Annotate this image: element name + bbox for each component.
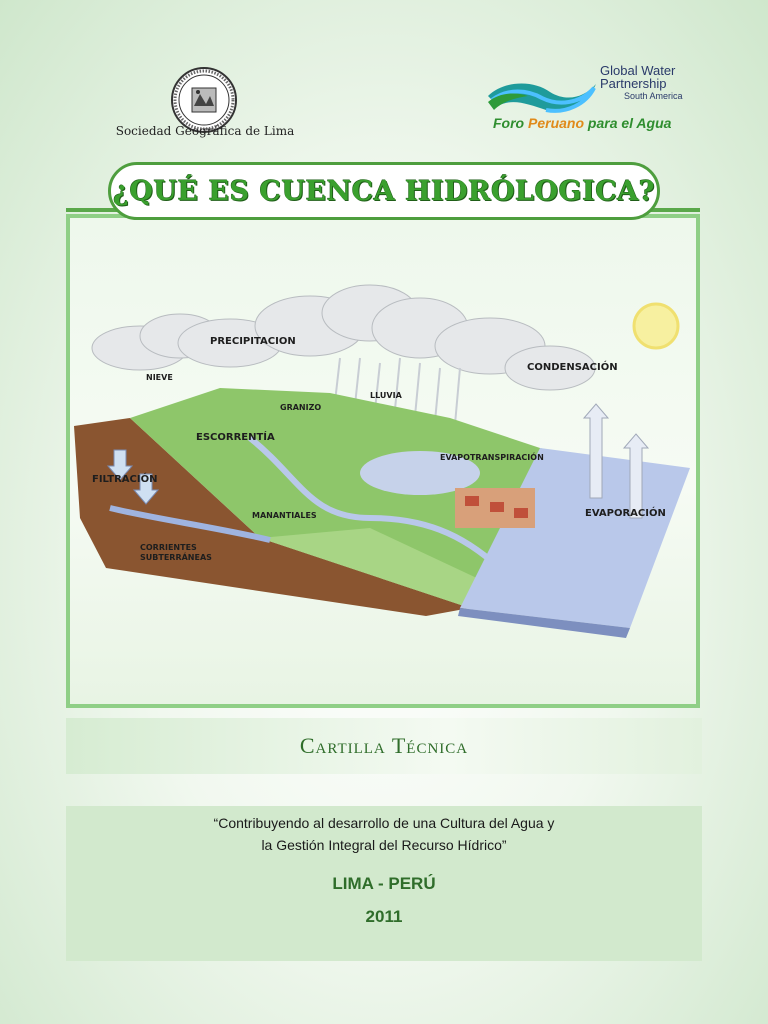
foro-part2: Peruano: [528, 115, 585, 131]
gwp-name-line2: Partnership: [600, 76, 667, 91]
gwp-name-line1: Global Water: [600, 63, 676, 78]
gwp-subtitle: South America: [624, 91, 683, 101]
title-pill: [108, 162, 660, 220]
foro-part3: para el Agua: [584, 115, 672, 131]
gwp-name: [600, 64, 683, 103]
village: [455, 488, 535, 528]
quote-line1: “Contribuyendo al desarrollo de una Cultura del Agua y: [213, 815, 555, 831]
quote-line2: la Gestión Integral del Recurso Hídrico”: [261, 837, 507, 853]
label-condensacion: CONDENSACIÓN: [527, 362, 618, 373]
label-corrientes-line1: CORRIENTES: [140, 543, 197, 552]
label-granizo: GRANIZO: [280, 403, 322, 412]
label-evaporacion: EVAPORACIÓN: [585, 508, 666, 519]
label-nieve: NIEVE: [146, 373, 173, 382]
sociedad-geografica-name: Sociedad Geográfica de Lima: [115, 124, 295, 138]
cartilla-title: Cartilla Técnica: [299, 733, 469, 758]
label-evapotranspiracion: EVAPOTRANSPIRACIÓN: [440, 453, 544, 462]
label-manantiales: MANANTIALES: [252, 511, 317, 520]
cartilla-band: [66, 718, 702, 774]
sun-icon: [634, 304, 678, 348]
city-label: LIMA - PERÚ: [332, 874, 436, 893]
year-label: 2011: [365, 907, 403, 926]
label-precipitacion: PRECIPITACION: [210, 336, 296, 347]
foro-part1: Foro: [493, 115, 528, 131]
page-title: ¿QUÉ ES CUENCA HIDRÓLOGICA?: [113, 175, 655, 207]
foro-peruano-name: [493, 115, 671, 131]
label-corrientes-line2: SUBTERRÁNEAS: [140, 553, 212, 562]
quote-box: [66, 806, 702, 961]
label-escorrentia: ESCORRENTÍA: [196, 432, 275, 443]
label-lluvia: LLUVIA: [370, 391, 402, 400]
hydrological-cycle-diagram: [70, 218, 696, 704]
label-filtracion: FILTRACIÓN: [92, 474, 158, 485]
